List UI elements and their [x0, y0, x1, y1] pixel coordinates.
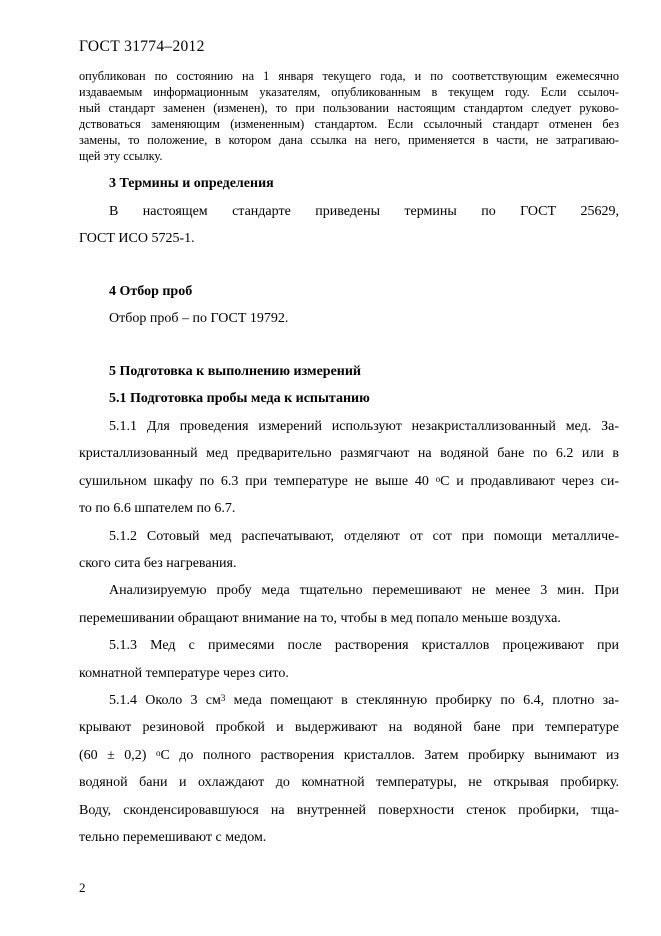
paragraph-5-1-1-line: кристаллизованный мед предварительно размягчают на водяной бане по 6.2 или в	[79, 446, 619, 462]
section-5-heading: 5 Подготовка к выполнению измерений	[109, 364, 361, 379]
paragraph-5-1-4-line: водяной бани и охлаждают до комнатной температуры, не открывая пробирку.	[79, 775, 619, 791]
temp-text-b: С и продавливают через си-	[440, 473, 619, 489]
section-5-body	[79, 413, 619, 852]
temp-text-a: сушильном шкафу по 6.3 при температуре не выше 40	[79, 473, 436, 489]
intro-line: замены, то положение, в котором дана ссылка на него, применяется в части, не затрагиваю-	[79, 133, 619, 147]
section-4-heading: 4 Отбор проб	[109, 284, 193, 299]
paragraph-mix-line: Анализируемую пробу меда тщательно перемешивают не менее 3 мин. При	[109, 583, 619, 599]
paragraph-5-1-1-line: то по 6.6 шпателем по 6.7.	[79, 501, 236, 517]
standard-header: ГОСТ 31774–2012	[79, 38, 205, 55]
paragraph-5-1-3-line: 5.1.3 Мед с примесями после растворения кристаллов процеживают при	[109, 638, 619, 654]
section-3-line: В настоящем стандарте приведены термины по ГОСТ 25629,	[109, 204, 619, 219]
intro-line: ный стандарт заменен (изменен), то при пользовании настоящим стандартом следует руково-	[79, 101, 619, 115]
paragraph-5-1-3-line: комнатной температуре через сито.	[79, 665, 289, 681]
intro-line: щей эту ссылку.	[79, 149, 163, 163]
volume-text-a: 5.1.4 Около 3 см	[109, 693, 221, 709]
intro-paragraph	[79, 68, 619, 164]
paragraph-5-1-4-line: тельно перемешивают с медом.	[79, 830, 267, 846]
intro-line: издаваемым информационным указателям, опубликованным в текущем году. Если ссылоч-	[79, 85, 619, 99]
section-3-body	[79, 198, 619, 253]
paragraph-5-1-1-line: 5.1.1 Для проведения измерений используют незакристаллизованный мед. За-	[109, 419, 619, 434]
section-4-text: Отбор проб – по ГОСТ 19792.	[109, 311, 289, 326]
intro-line: дствоваться заменяющим (измененным) стандартом. Если ссылочный стандарт отменен без	[79, 117, 619, 131]
paragraph-mix-line: перемешивании обращают внимание на то, чтобы в мед попало меньше воздуха.	[79, 610, 561, 626]
paragraph-5-1-4-line	[79, 687, 619, 714]
section-5-1-heading: 5.1 Подготовка пробы меда к испытанию	[109, 391, 370, 406]
page-number: 2	[79, 880, 86, 895]
degree-sign: о	[435, 473, 441, 484]
degree-sign: о	[155, 747, 161, 758]
volume-text-b: меда помещают в стеклянную пробирку по 6.4, плотно за-	[225, 693, 619, 709]
paragraph-5-1-2-line: 5.1.2 Сотовый мед распечатывают, отделяют от сот при помощи металличе-	[109, 528, 619, 544]
temp-range-b: С до полного растворения кристаллов. Затем пробирку вынимают из	[160, 747, 619, 763]
paragraph-5-1-4-line: крывают резиновой пробкой и выдерживают на водяной бане при температуре	[79, 720, 619, 736]
temp-range-a: (60 ± 0,2)	[79, 747, 156, 763]
paragraph-5-1-1-line	[79, 468, 619, 495]
paragraph-5-1-2-line: ского сита без нагревания.	[79, 556, 237, 572]
paragraph-5-1-4-line	[79, 742, 619, 769]
intro-line: опубликован по состоянию на 1 января текущего года, и по соответствующим ежемесячно	[79, 69, 619, 83]
cubic-superscript: 3	[220, 693, 226, 704]
paragraph-5-1-4-line: Воду, сконденсировавшуюся на внутренней поверхности стенок пробирки, тща-	[79, 802, 619, 818]
section-3-heading: 3 Термины и определения	[109, 176, 274, 191]
section-3-line: ГОСТ ИСО 5725-1.	[79, 231, 195, 247]
